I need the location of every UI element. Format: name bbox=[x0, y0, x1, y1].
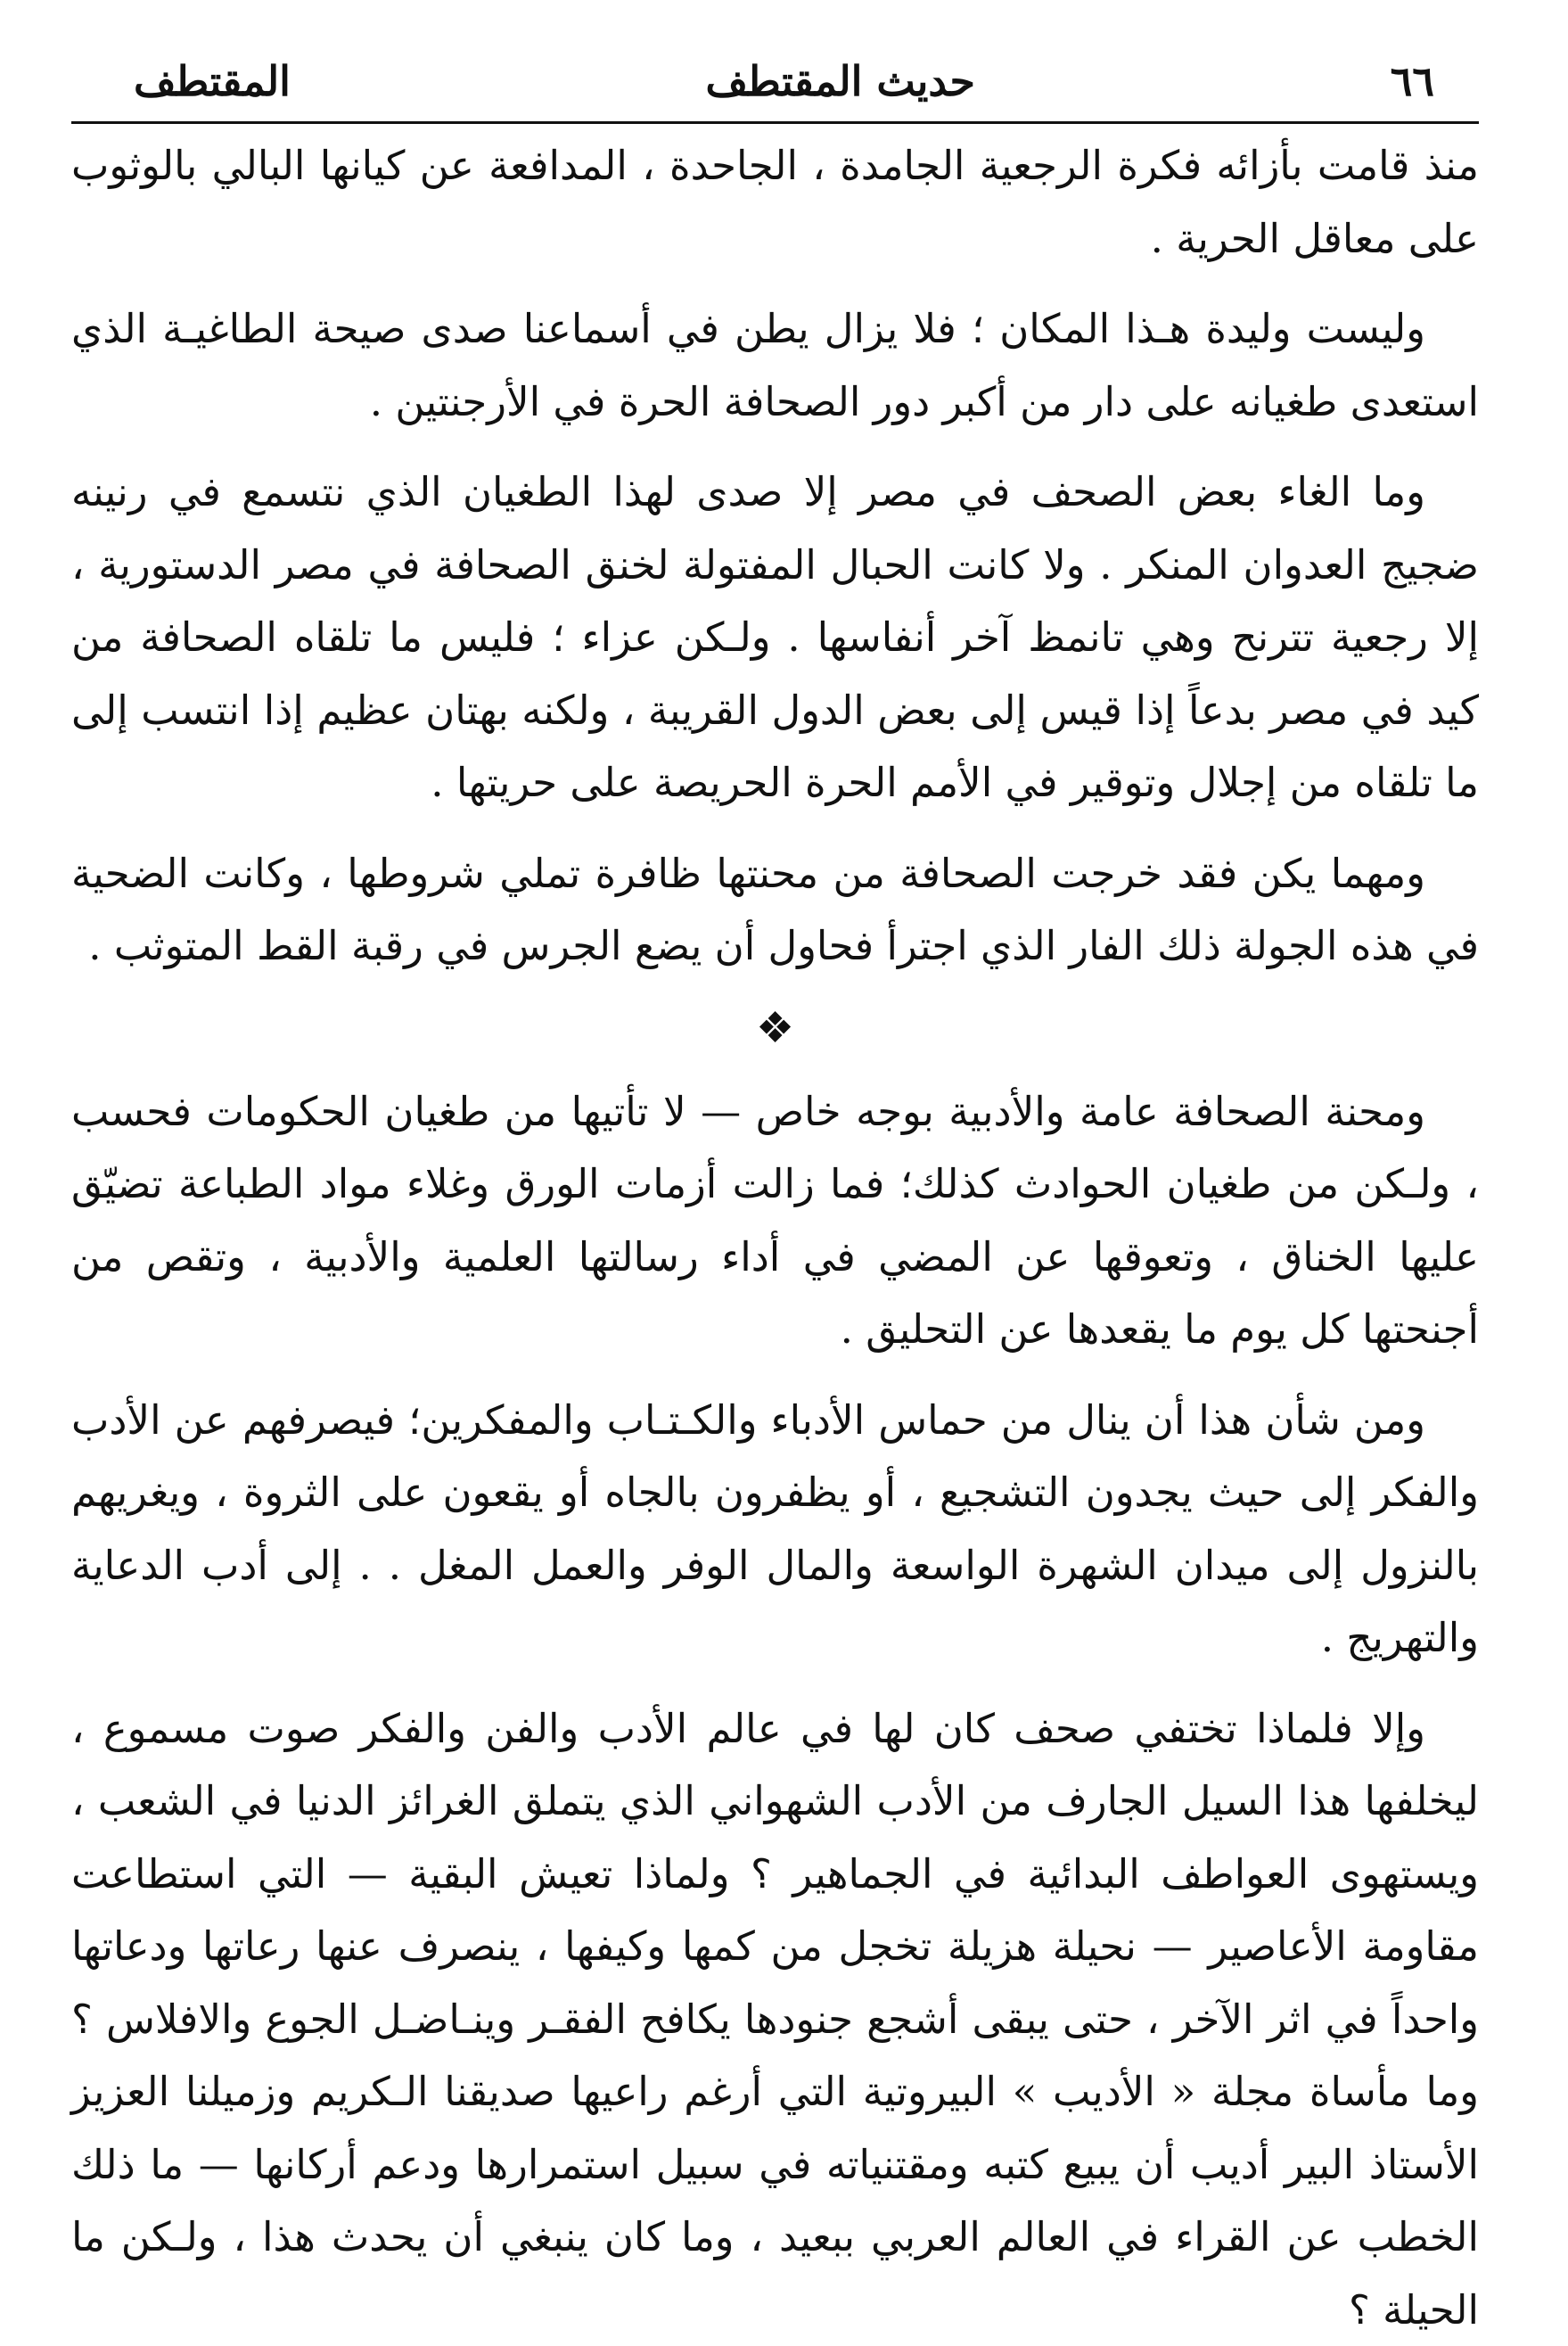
paragraph: ومهما يكن فقد خرجت الصحافة من محنتها ظافرة تملي شروطها ، وكانت الضحية في هذه الجولة ذلك الفار الذي اجترأ فحاول أن يضع الجرس في رقبة القط المتوثب . bbox=[71, 837, 1479, 983]
paragraph: منذ قامت بأزائه فكرة الرجعية الجامدة ، الجاحدة ، المدافعة عن كيانها البالي بالوثوب على معاقل الحرية . bbox=[71, 129, 1479, 275]
paragraph: وليست وليدة هـذا المكان ؛ فلا يزال يطن في أسماعنا صدى صيحة الطاغيـة الذي استعدى طغيانه على دار من أكبر دور الصحافة الحرة في الأرجنتين . bbox=[71, 292, 1479, 438]
paragraph: وإلا فلماذا تختفي صحف كان لها في عالم الأدب والفن والفكر صوت مسموع ، ليخلفها هذا السيل الجارف من الأدب الشهواني الذي يتملق الغرائز الدنيا في الشعب ، ويستهوى العواطف البدائية في الجماهير ؟ ولماذا تعيش البقية — التي استطاعت مقاومة الأعاصير — نحيلة هزيلة تخجل من كمها وكيفها ، ينصرف عنها رعاتها ودعاتها واحداً في اثر الآخر ، حتى يبقى أشجع جنودها يكافح الفقـر وينـاضـل الجوع والافلاس ؟ وما مأساة مجلة « الأديب » البيروتية التي أرغم راعيها صديقنا الـكريم وزميلنا العزيز الأستاذ البير أديب أن يبيع كتبه ومقتنياته في سبيل استمرارها ودعم أركانها — ما ذلك الخطب عن القراء في العالم العربي ببعيد ، وما كان ينبغي أن يحدث هذا ، ولـكن ما الحيلة ؟ bbox=[71, 1692, 1479, 2346]
running-header bbox=[71, 34, 1479, 105]
header-rule bbox=[71, 121, 1479, 124]
paragraph: ومحنة الصحافة عامة والأدبية بوجه خاص — لا تأتيها من طغيان الحكومات فحسب ، ولـكن من طغيان الحوادث كذلك؛ فما زالت أزمات الورق وغلاء مواد الطباعة تضيّق عليها الخناق ، وتعوقها عن المضي في أداء رسالتها العلمية والأدبية ، وتقص من أجنحتها كل يوم ما يقعدها عن التحليق . bbox=[71, 1075, 1479, 1366]
section-title: حديث المقتطف bbox=[706, 57, 975, 105]
journal-name: المقتطف bbox=[134, 57, 291, 105]
paragraph: ومن شأن هذا أن ينال من حماس الأدباء والكـتـاب والمفكرين؛ فيصرفهم عن الأدب والفكر إلى حيث يجدون التشجيع ، أو يظفرون بالجاه أو يقعون على الثروة ، ويغريهم بالنزول إلى ميدان الشهرة الواسعة والمال الوفر والعمل المغل . . إلى أدب الدعاية والتهريج . bbox=[71, 1384, 1479, 1675]
section-divider-ornament: ❖ bbox=[71, 1000, 1479, 1056]
page-number: ٦٦ bbox=[1391, 57, 1434, 105]
article-body bbox=[71, 129, 1479, 2346]
paragraph: وما الغاء بعض الصحف في مصر إلا صدى لهذا الطغيان الذي نتسمع في رنينه ضجيج العدوان المنكر . ولا كانت الحبال المفتولة لخنق الصحافة في مصر الدستورية ، إلا رجعية تترنح وهي تانمظ آخر أنفاسها . ولـكن عزاء ؛ فليس ما تلقاه الصحافة من كيد في مصر بدعاً إذا قيس إلى بعض الدول القريبة ، ولكنه بهتان عظيم إذا انتسب إلى ما تلقاه من إجلال وتوقير في الأمم الحرة الحريصة على حريتها . bbox=[71, 456, 1479, 819]
